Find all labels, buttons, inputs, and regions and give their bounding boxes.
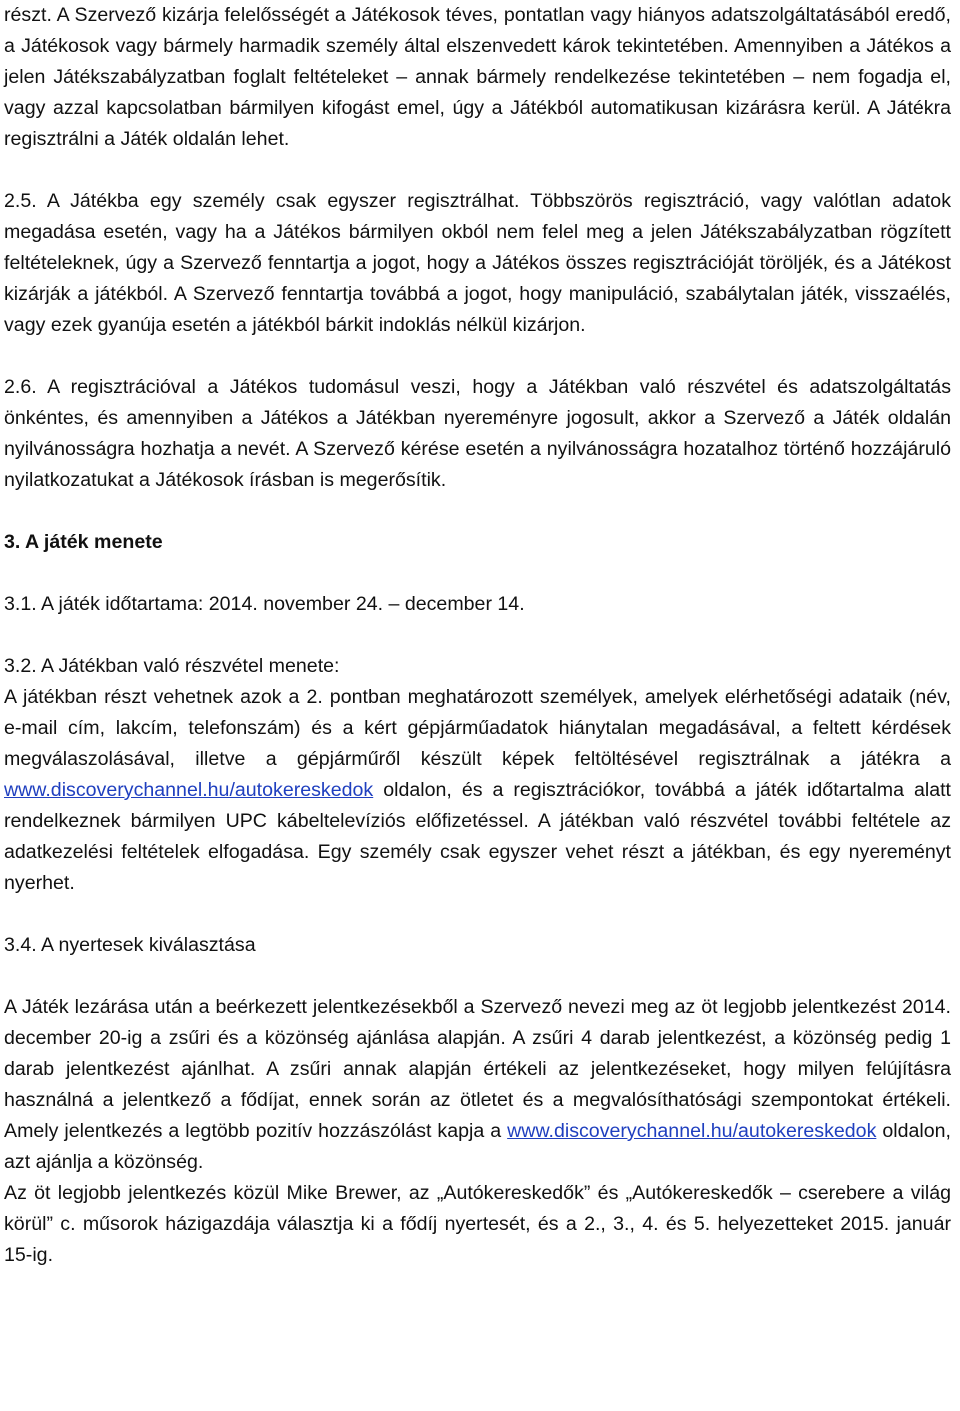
paragraph-2-5: 2.5. A Játékba egy személy csak egyszer regisztrálhat. Többszörös regisztráció, vagy valótlan adatok megadása esetén, vagy ha a Játékos bármilyen okból nem felel meg a jelen Játékszabályzatban rögzített feltételeknek, úgy a Szervező fenntartja a jogot, hogy a Játékos összes regisztrációját töröljék, és a Játékost kizárják a játékból. A Szervező fenntartja továbbá a jogot, hogy manipuláció, szabálytalan játék, visszaélés, vagy ezek gyanúja esetén a játékból bárkit indoklás nélkül kizárjon. bbox=[4, 190, 951, 336]
paragraph-registration-liability bbox=[4, 0, 951, 155]
discovery-link[interactable]: www.discoverychannel.hu/autokereskedok bbox=[4, 779, 374, 801]
paragraph-text-before-link: A játékban részt vehetnek azok a 2. pontban meghatározott személyek, amelyek elérhetőségi adataik (név, e-mail cím, lakcím, telefonszám) és a kért gépjárműadatok hiánytalan megadásával, a feltett kérdések megválaszolásával, illetve a gépjárműről készült képek feltöltésével regisztrálnak a játékra a bbox=[4, 686, 951, 770]
paragraph-text-after-link: oldalon, azt ajánlja a közönség. bbox=[4, 1120, 951, 1173]
paragraph-3-2-title: 3.2. A Játékban való részvétel menete: bbox=[4, 655, 340, 677]
paragraph-winner-selection: Az öt legjobb jelentkezés közül Mike Brewer, az „Autókereskedők” és „Autókereskedők – cserebere a világ körül” c. műsorok házigazdája választja ki a fődíj nyertesét, és a 2., 3., 4. és 5. helyezetteket 2015. január 15-ig. bbox=[4, 1182, 951, 1266]
section-heading-3: 3. A játék menete bbox=[4, 531, 163, 553]
paragraph-3-2 bbox=[4, 682, 951, 899]
paragraph-text: részt. A Szervező kizárja felelősségét a Játékosok téves, pontatlan vagy hiányos adatszolgáltatásából eredő, a Játékosok vagy bármely harmadik személy által elszenvedett károk tekintetében. Amennyiben a Játékos a jelen Játékszabályzatban foglalt feltételeket – annak bármely rendelkezése tekintetében – nem fogadja el, vagy azzal kapcsolatban bármilyen kifogást emel, úgy a Játékból automatikusan kizárásra kerül. A Játékra regisztrálni a Játék oldalán lehet. bbox=[4, 4, 951, 150]
paragraph-2-6: 2.6. A regisztrációval a Játékos tudomásul veszi, hogy a Játékban való részvétel és adatszolgáltatás önkéntes, és amennyiben a Játékos a Játékban nyereményre jogosult, akkor a Szervező a Játék oldalán nyilvánosságra hozhatja a nevét. A Szervező kérése esetén a nyilvánosságra hozatalhoz történő hozzájáruló nyilatkozatukat a Játékosok írásban is megerősítik. bbox=[4, 376, 951, 491]
paragraph-3-4-title: 3.4. A nyertesek kiválasztása bbox=[4, 934, 256, 956]
discovery-link[interactable]: www.discoverychannel.hu/autokereskedok bbox=[507, 1120, 877, 1142]
paragraph-text-after-link: oldalon, és a regisztrációkor, továbbá a játék időtartalma alatt rendelkeznek bármilyen UPC kábeltelevíziós előfizetéssel. A játékban való részvétel további feltétele az adatkezelési feltételek elfogadása. Egy személy csak egyszer vehet részt a játékban, és egy nyereményt nyerhet. bbox=[4, 779, 951, 894]
paragraph-3-4 bbox=[4, 992, 951, 1178]
paragraph-3-1: 3.1. A játék időtartama: 2014. november 24. – december 14. bbox=[4, 593, 525, 615]
paragraph-text-before-link: A Játék lezárása után a beérkezett jelentkezésekből a Szervező nevezi meg az öt legjobb jelentkezést 2014. december 20-ig a zsűri és a közönség ajánlása alapján. A zsűri 4 darab jelentkezést, a közönség pedig 1 darab jelentkezést ajánlhat. A zsűri annak alapján értékeli az jelentkezéseket, hogy milyen felújításra használná a jelentkező a fődíjat, ennek során az ötletet és a megvalósíthatósági szempontokat értékeli. Amely jelentkezés a legtöbb pozitív hozzászólást kapja a bbox=[4, 996, 951, 1142]
